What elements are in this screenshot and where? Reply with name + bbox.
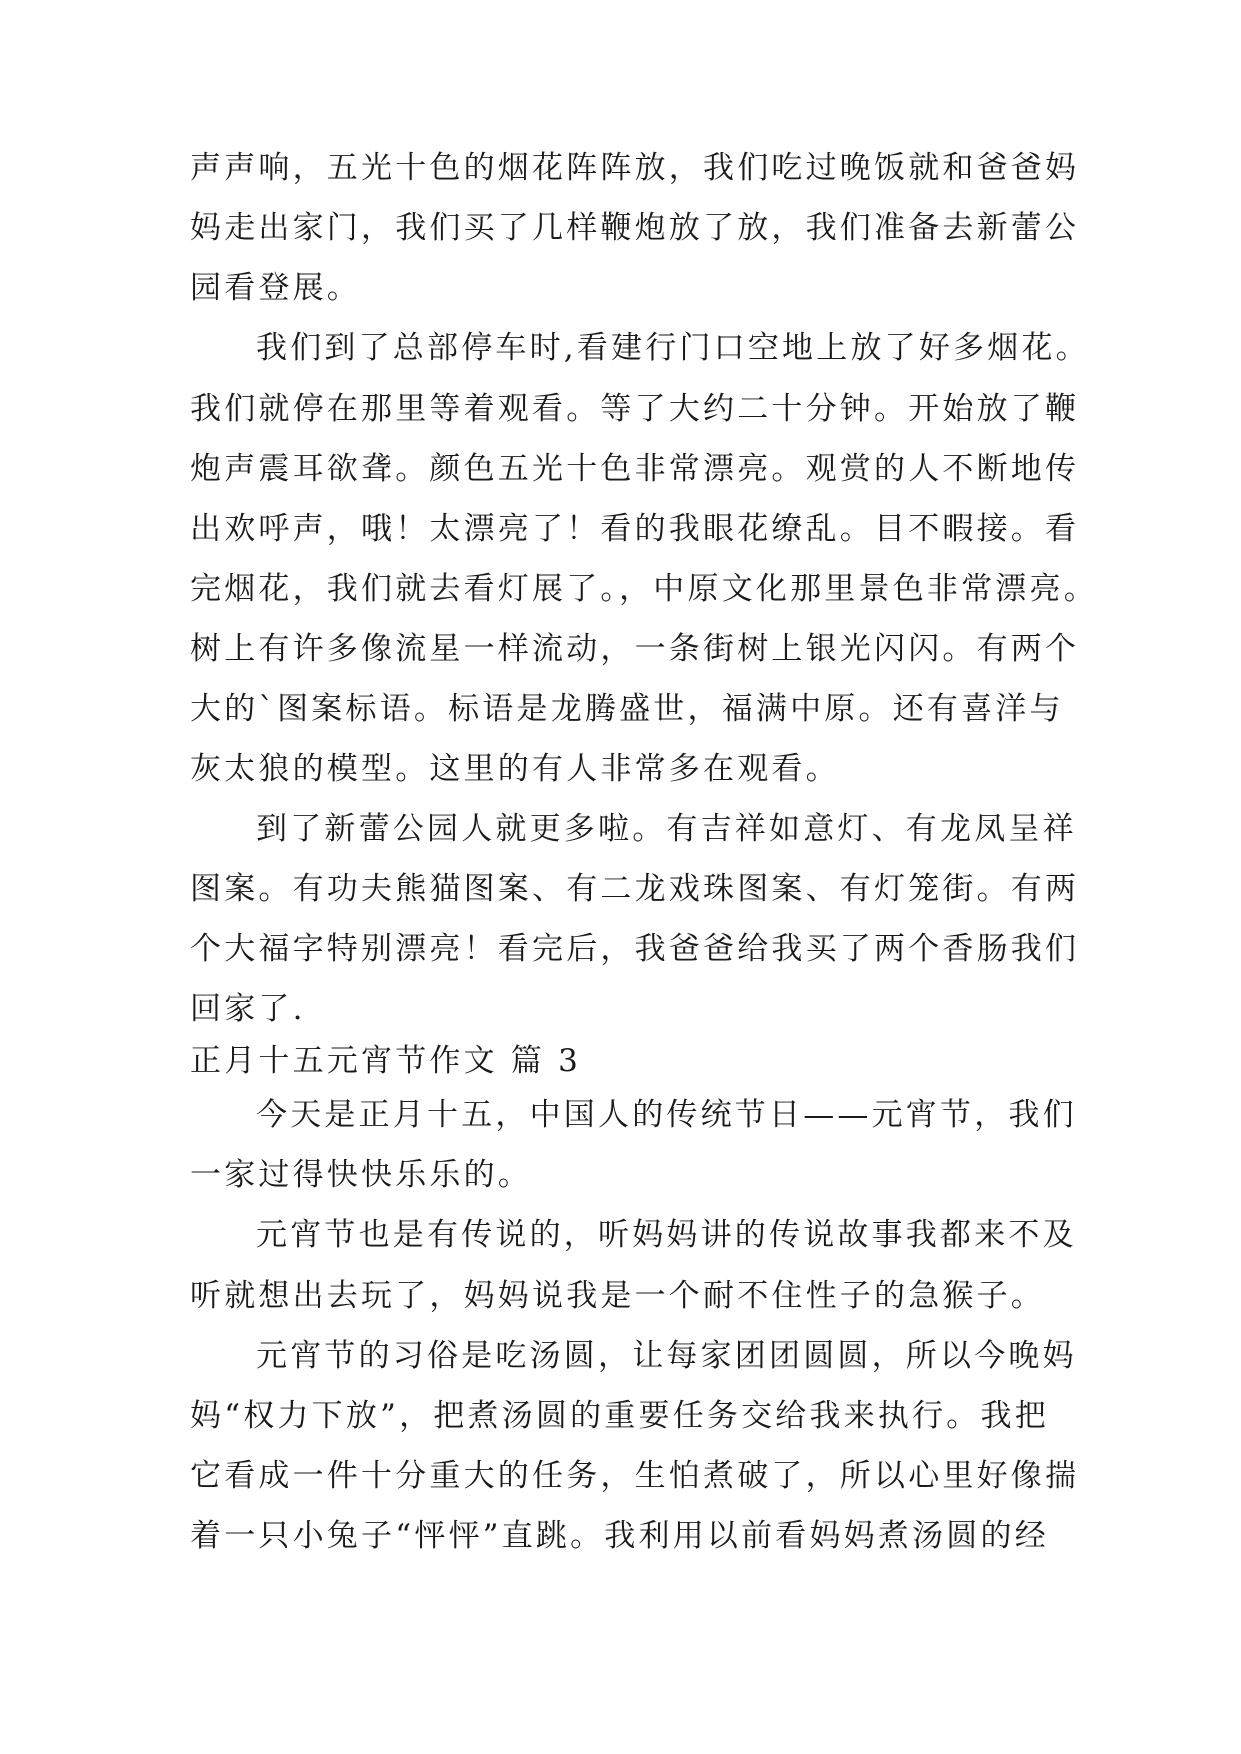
paragraph-line: 元宵节的习俗是吃汤圆，让每家团团圆圆，所以今晚妈 <box>256 1338 1077 1374</box>
paragraph-line: 我们就停在那里等着观看。等了大约二十分钟。开始放了鞭 <box>190 391 1080 427</box>
paragraph-line: 回家了. <box>190 991 306 1027</box>
paragraph-line: 妈走出家门，我们买了几样鞭炮放了放，我们准备去新蕾公 <box>190 210 1080 246</box>
paragraph-line: 我们到了总部停车时,看建行门口空地上放了好多烟花。 <box>256 330 1090 366</box>
paragraph-line: 到了新蕾公园人就更多啦。有吉祥如意灯、有龙凤呈祥 <box>256 811 1077 847</box>
paragraph-line: 妈“权力下放”，把煮汤圆的重要任务交给我来执行。我把 <box>190 1398 1049 1434</box>
paragraph-line: 出欢呼声，哦！太漂亮了！看的我眼花缭乱。目不暇接。看 <box>190 511 1080 547</box>
paragraph-line: 个大福字特别漂亮！看完后，我爸爸给我买了两个香肠我们 <box>190 931 1080 967</box>
paragraph-line: 今天是正月十五，中国人的传统节日——元宵节，我们 <box>256 1097 1077 1133</box>
paragraph-line: 完烟花，我们就去看灯展了。，中原文化那里景色非常漂亮。 <box>190 571 1098 607</box>
paragraph-line: 园看登展。 <box>190 270 361 306</box>
paragraph-line: 图案。有功夫熊猫图案、有二龙戏珠图案、有灯笼街。有两 <box>190 871 1080 907</box>
paragraph-line: 元宵节也是有传说的，听妈妈讲的传说故事我都来不及 <box>256 1217 1077 1253</box>
paragraph-line: 大的`图案标语。标语是龙腾盛世，福满中原。还有喜洋与 <box>190 691 1064 727</box>
paragraph-line: 树上有许多像流星一样流动，一条街树上银光闪闪。有两个 <box>190 631 1080 667</box>
paragraph-line: 一家过得快快乐乐的。 <box>190 1157 532 1193</box>
paragraph-line: 着一只小兔子“怦怦”直跳。我利用以前看妈妈煮汤圆的经 <box>190 1518 1049 1554</box>
paragraph-line: 炮声震耳欲聋。颜色五光十色非常漂亮。观赏的人不断地传 <box>190 451 1080 487</box>
paragraph-line: 灰太狼的模型。这里的有人非常多在观看。 <box>190 751 840 787</box>
section-heading: 正月十五元宵节作文 篇 3 <box>190 1043 582 1079</box>
paragraph-line: 声声响，五光十色的烟花阵阵放，我们吃过晚饭就和爸爸妈 <box>190 150 1080 186</box>
paragraph-line: 听就想出去玩了，妈妈说我是一个耐不住性子的急猴子。 <box>190 1278 1045 1314</box>
paragraph-line: 它看成一件十分重大的任务，生怕煮破了，所以心里好像揣 <box>190 1458 1080 1494</box>
